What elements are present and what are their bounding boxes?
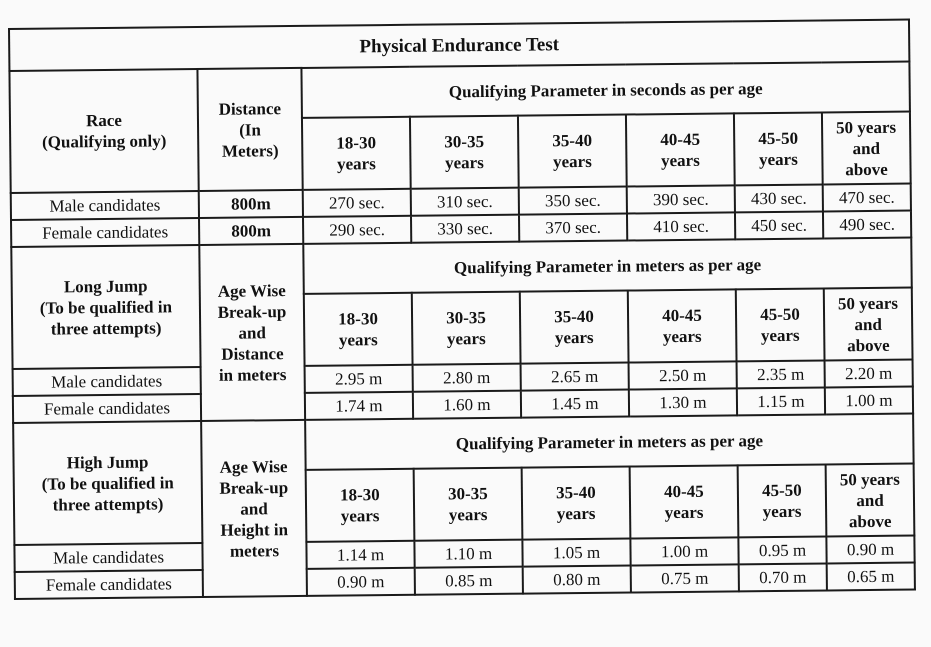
qualifying-value: 390 sec. <box>627 185 735 213</box>
age-group-line: 40-45 <box>663 481 704 502</box>
parameter-heading: Qualifying Parameter in seconds as per age <box>301 62 910 118</box>
age-group-line: years <box>762 501 802 522</box>
age-group-line: years <box>760 325 800 346</box>
qualifying-value: 0.65 m <box>827 563 915 591</box>
qualifying-value: 1.00 m <box>630 537 738 565</box>
qualifying-value: 270 sec. <box>303 189 411 217</box>
measure-heading-line: Break-up <box>217 301 287 322</box>
age-group-line: years <box>444 153 484 173</box>
qualifying-value: 430 sec. <box>735 184 823 212</box>
candidate-label: Male candidates <box>11 191 199 220</box>
age-group-line: years <box>556 503 596 524</box>
age-group-line: and <box>856 490 884 510</box>
age-group-line: years <box>338 330 378 350</box>
candidate-label: Female candidates <box>13 394 201 423</box>
event-name <box>13 421 202 545</box>
qualifying-value: 1.74 m <box>305 392 413 420</box>
qualifying-value: 350 sec. <box>519 187 627 215</box>
age-group-line: 35-40 <box>554 306 594 327</box>
age-group-header <box>412 292 521 365</box>
parameter-heading: Qualifying Parameter in meters as per age <box>303 238 912 294</box>
age-group-line: 45-50 <box>761 480 802 501</box>
event-name-line: Long Jump <box>63 276 148 296</box>
qualifying-value: 470 sec. <box>823 184 911 212</box>
measure-heading <box>197 68 302 191</box>
qualifying-value: 0.80 m <box>523 566 631 594</box>
qualifying-value: 290 sec. <box>303 216 411 244</box>
qualifying-value: 0.95 m <box>738 536 826 564</box>
qualifying-value: 0.90 m <box>307 568 415 596</box>
qualifying-value: 2.20 m <box>825 360 913 388</box>
age-group-line: years <box>554 327 594 348</box>
age-group-header <box>518 115 627 188</box>
qualifying-value: 0.75 m <box>631 564 739 592</box>
age-group-line: 18-30 <box>338 309 378 329</box>
age-group-header <box>630 465 739 538</box>
age-group-line: 35-40 <box>552 130 593 151</box>
measure-heading-line: Meters) <box>221 140 279 161</box>
age-group-header <box>824 288 913 361</box>
candidate-label: Female candidates <box>11 218 199 247</box>
qualifying-value: 450 sec. <box>735 211 823 239</box>
candidate-label: Female candidates <box>15 570 203 599</box>
age-group-line: 30-35 <box>447 484 488 504</box>
age-group-header <box>734 112 823 185</box>
qualifying-value: 330 sec. <box>411 215 519 243</box>
qualifying-value: 2.95 m <box>305 365 413 393</box>
age-group-header <box>410 116 519 189</box>
event-name-line: three attempts) <box>50 317 162 339</box>
measure-heading-line: Height in <box>220 519 289 540</box>
qualifying-value: 1.30 m <box>629 388 737 416</box>
age-group-line: 18-30 <box>336 133 377 153</box>
age-group-line: years <box>660 150 700 171</box>
age-group-line: years <box>758 149 798 170</box>
measure-heading-line: in meters <box>218 364 287 385</box>
age-group-line: 50 years <box>836 117 897 137</box>
age-group-line: years <box>662 326 702 347</box>
measure-heading-line: Age Wise <box>219 456 288 477</box>
age-group-header <box>414 468 523 541</box>
age-group-line: 18-30 <box>339 485 380 505</box>
candidate-label: Male candidates <box>13 367 201 396</box>
measure-heading-line: Break-up <box>219 477 289 498</box>
age-group-line: above <box>847 335 890 355</box>
age-group-header <box>628 289 737 362</box>
event-name-line: three attempts) <box>52 493 164 515</box>
age-group-line: 40-45 <box>662 305 702 326</box>
measure-heading-line: and <box>240 498 268 519</box>
qualifying-value: 410 sec. <box>627 212 735 240</box>
qualifying-value: 2.65 m <box>521 363 629 391</box>
qualifying-value: 0.90 m <box>826 536 914 564</box>
measure-heading-line: Distance <box>221 343 284 364</box>
qualifying-value: 1.10 m <box>414 540 522 568</box>
age-group-line: years <box>448 505 488 525</box>
qualifying-value: 1.14 m <box>306 541 414 569</box>
age-group-line: above <box>845 159 888 179</box>
qualifying-value: 370 sec. <box>519 214 627 242</box>
age-group-line: 30-35 <box>446 308 486 328</box>
age-group-header <box>738 464 827 537</box>
parameter-heading: Qualifying Parameter in meters as per age <box>305 414 914 470</box>
event-name-line: (Qualifying only) <box>41 131 167 152</box>
qualifying-value: 2.50 m <box>629 361 737 389</box>
event-name <box>11 245 200 369</box>
age-group-line: 35-40 <box>555 482 596 503</box>
age-group-header <box>826 464 915 537</box>
age-group-line: 40-45 <box>660 129 701 150</box>
measure-heading <box>201 420 307 597</box>
age-group-header <box>822 112 911 185</box>
qualifying-value: 0.70 m <box>739 563 827 591</box>
measure-heading <box>199 244 305 421</box>
age-group-line: 50 years <box>839 469 900 489</box>
event-name <box>9 69 198 193</box>
qualifying-value: 1.05 m <box>522 539 630 567</box>
table-title: Physical Endurance Test <box>9 20 909 71</box>
qualifying-value: 310 sec. <box>411 188 519 216</box>
age-group-header <box>626 113 735 186</box>
age-group-line: above <box>848 511 892 531</box>
measure-heading-line: Age Wise <box>217 280 286 301</box>
age-group-header <box>306 469 415 542</box>
age-group-line: years <box>552 151 592 172</box>
document-sheet <box>8 19 914 636</box>
measure-heading-line: (In <box>239 119 262 140</box>
age-group-line: 30-35 <box>444 132 485 152</box>
endurance-table <box>8 19 916 600</box>
age-group-line: years <box>446 329 486 349</box>
age-group-line: years <box>664 502 704 523</box>
measure-heading-line: and <box>238 322 267 343</box>
qualifying-value: 1.45 m <box>521 390 629 418</box>
qualifying-value: 0.85 m <box>415 567 523 595</box>
qualifying-value: 2.35 m <box>737 360 825 388</box>
measure-heading-line: Distance <box>218 98 282 119</box>
measure-heading-line: meters <box>229 540 280 561</box>
age-group-line: 50 years <box>837 293 899 313</box>
event-name-line: (To be qualified in <box>41 472 174 494</box>
event-name-line: (To be qualified in <box>39 296 173 318</box>
age-group-line: years <box>340 506 380 526</box>
event-name-line: Race <box>85 110 123 131</box>
qualifying-value: 1.60 m <box>413 391 521 419</box>
age-group-line: 45-50 <box>760 304 800 325</box>
age-group-line: and <box>854 314 882 334</box>
qualifying-value: 1.00 m <box>825 387 913 415</box>
age-group-header <box>304 293 413 366</box>
age-group-line: 45-50 <box>758 128 799 149</box>
age-group-header <box>736 288 825 361</box>
qualifying-value: 490 sec. <box>823 211 911 239</box>
qualifying-value: 1.15 m <box>737 387 825 415</box>
candidate-label: Male candidates <box>14 543 202 572</box>
age-group-header <box>520 291 629 364</box>
age-group-line: and <box>852 138 881 158</box>
age-group-header <box>302 117 411 190</box>
distance-value: 800m <box>199 190 303 218</box>
distance-value: 800m <box>199 217 303 245</box>
age-group-line: years <box>336 154 376 174</box>
qualifying-value: 2.80 m <box>413 364 521 392</box>
age-group-header <box>522 467 631 540</box>
event-name-line: High Jump <box>66 452 149 472</box>
